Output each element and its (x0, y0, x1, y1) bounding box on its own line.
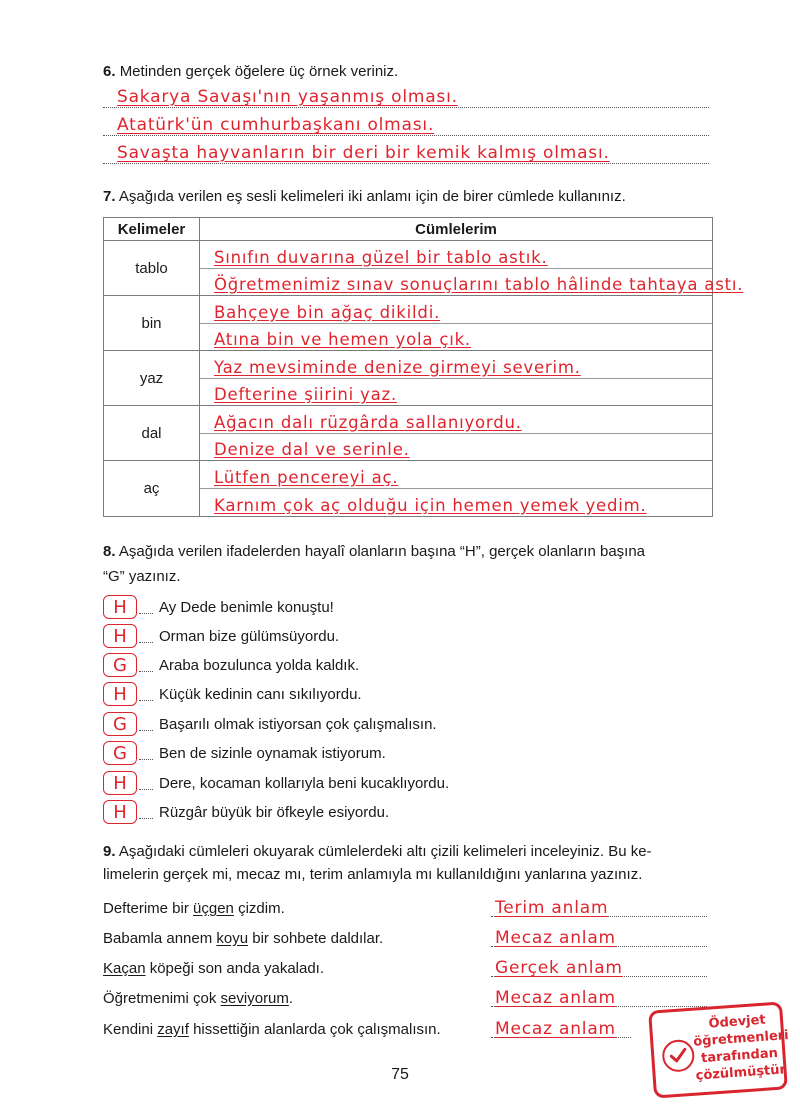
sentence-2: Karnım çok aç olduğu için hemen yemek yedim. (214, 496, 647, 515)
dotted-leader (139, 807, 153, 819)
word-cell: aç (104, 461, 200, 516)
answer-box[interactable]: H (103, 771, 137, 795)
sentence-1: Ağacın dalı rüzgârda sallanıyordu. (214, 412, 522, 432)
sentence-line[interactable] (200, 489, 712, 516)
q9-sentence: Kendini zayıf hissettiğin alanlarda çok çalışmalısın. (103, 1021, 441, 1038)
statement-text: Dere, kocaman kollarıyla beni kucaklıyordu. (159, 774, 450, 792)
sentence-line[interactable] (200, 406, 712, 434)
q6-answer-line-2[interactable] (103, 110, 709, 136)
sentence-1: Bahçeye bin ağaç dikildi. (214, 302, 441, 322)
q9-answer: Mecaz anlam (495, 1019, 616, 1039)
list-item (103, 983, 709, 1009)
statement-text: Rüzgâr büyük bir öfkeyle esiyordu. (159, 803, 390, 821)
q9-title (103, 841, 652, 863)
q9-number: 9. (103, 843, 116, 860)
sentence-1: Yaz mevsiminde denize girmeyi severim. (214, 357, 581, 377)
q6-answer-1: Sakarya Savaşı'nın yaşanmış olması. (117, 87, 458, 107)
word-cell: tablo (104, 241, 200, 295)
q9-answer-line[interactable] (491, 987, 707, 1007)
q6-number: 6. (103, 63, 116, 80)
sentence-line[interactable] (200, 241, 712, 269)
q9-sentence: Kaçan köpeği son anda yakaladı. (103, 960, 325, 977)
answer-box[interactable]: G (103, 712, 137, 736)
sentence-line[interactable] (200, 434, 712, 461)
q9-answer-line[interactable] (491, 957, 707, 977)
word-cell: dal (104, 406, 200, 460)
homonym-table (103, 217, 744, 517)
sentence-line[interactable] (200, 379, 712, 406)
q7-title (103, 186, 626, 208)
sentence-line[interactable] (200, 269, 744, 296)
dotted-leader (139, 719, 153, 731)
answer-box[interactable]: H (103, 682, 137, 706)
list-item (103, 923, 709, 949)
q7-number: 7. (103, 188, 116, 205)
underlined-word: üçgen (193, 900, 234, 917)
dotted-leader (139, 602, 153, 614)
statement-text: Başarılı olmak istiyorsan çok çalışmalısın. (159, 715, 437, 733)
stamp-line-4: çözülmüştür (695, 1062, 787, 1084)
q6-answer-3: Savaşta hayvanların bir deri bir kemik kalmış olması. (117, 143, 610, 163)
dotted-leader (139, 660, 153, 672)
stamp-line-3: tarafından (700, 1045, 779, 1067)
list-item (103, 799, 389, 825)
stamp-line-2: öğretmenleri (692, 1028, 790, 1050)
list-item (103, 681, 362, 707)
header-kelimeler: Kelimeler (104, 218, 200, 240)
underlined-word: Kaçan (103, 960, 146, 977)
answer-box[interactable]: H (103, 624, 137, 648)
q9-answer: Mecaz anlam (495, 988, 616, 1008)
list-item (103, 594, 334, 620)
table-row (104, 406, 712, 461)
stamp-line-1: Ödevjet (708, 1012, 767, 1032)
q9-sentence: Babamla annem koyu bir sohbete daldılar. (103, 930, 384, 947)
sentence-line[interactable] (200, 461, 712, 489)
answer-box[interactable]: G (103, 653, 137, 677)
sentence-1: Sınıfın duvarına güzel bir tablo astık. (214, 247, 548, 267)
q9-answer-line[interactable] (491, 1018, 631, 1038)
answer-box[interactable]: H (103, 800, 137, 824)
q8-number: 8. (103, 543, 116, 560)
table-row (104, 296, 712, 351)
sentence-1: Lütfen pencereyi aç. (214, 468, 399, 487)
list-item (103, 893, 709, 919)
q6-title (103, 61, 398, 83)
q9-answer: Gerçek anlam (495, 958, 623, 978)
q6-answer-line-3[interactable] (103, 138, 709, 164)
dotted-leader (139, 778, 153, 790)
underlined-word: zayıf (157, 1021, 189, 1038)
dotted-leader (139, 689, 153, 701)
table-row (104, 241, 744, 296)
sentence-line[interactable] (200, 296, 712, 324)
sentence-2: Defterine şiirini yaz. (214, 385, 398, 404)
q7-text: Aşağıda verilen eş sesli kelimeleri iki anlamı için de birer cümlede kullanınız. (118, 188, 626, 205)
sentence-line[interactable] (200, 324, 712, 351)
q8-text-line-2: “G” yazınız. (103, 568, 181, 585)
answer-box[interactable]: G (103, 741, 137, 765)
stamp-text (692, 1010, 790, 1084)
header-cumlelerim: Cümlelerim (415, 220, 497, 238)
sentence-line[interactable] (200, 351, 712, 379)
word-cell: yaz (104, 351, 200, 405)
q9-answer-line[interactable] (491, 897, 707, 917)
dotted-leader (139, 748, 153, 760)
statement-text: Araba bozulunca yolda kaldık. (159, 656, 360, 674)
answer-box[interactable]: H (103, 595, 137, 619)
list-item (103, 1014, 709, 1040)
list-item (103, 652, 359, 678)
q9-sentence: Öğretmenimi çok seviyorum. (103, 990, 294, 1007)
list-item (103, 740, 386, 766)
q8-title (103, 541, 645, 563)
statement-text: Orman bize gülümsüyordu. (159, 627, 340, 645)
sentence-2: Denize dal ve serinle. (214, 440, 410, 459)
statement-text: Ay Dede benimle konuştu! (159, 598, 334, 616)
table-header (104, 218, 712, 241)
underlined-word: koyu (216, 930, 249, 947)
q9-text-line-1: Aşağıdaki cümleleri okuyarak cümlelerdeki altı çizili kelimeleri inceleyiniz. Bu ke- (118, 843, 652, 860)
word-cell: bin (104, 296, 200, 350)
list-item (103, 770, 449, 796)
table-row (104, 461, 712, 516)
list-item (103, 711, 437, 737)
solved-stamp (648, 1001, 788, 1098)
sentence-2: Atına bin ve hemen yola çık. (214, 330, 471, 349)
dotted-leader (139, 631, 153, 643)
q6-text: Metinden gerçek öğelere üç örnek veriniz. (119, 63, 399, 80)
q6-answer-2: Atatürk'ün cumhurbaşkanı olması. (117, 115, 435, 135)
q6-answer-line-1[interactable] (103, 82, 709, 108)
q8-text-line-1: Aşağıda verilen ifadelerden hayalî olanların başına “H”, gerçek olanların başına (118, 543, 646, 560)
statement-text: Ben de sizinle oynamak istiyorum. (159, 744, 386, 762)
q9-text-line-2: limelerin gerçek mi, mecaz mı, terim anlamıyla mı kullanıldığını yanlarına yazınız. (103, 866, 643, 883)
list-item (103, 623, 339, 649)
check-icon (661, 1039, 695, 1073)
list-item (103, 953, 709, 979)
underlined-word: seviyorum (220, 990, 289, 1007)
page-number: 75 (391, 1066, 409, 1083)
q9-answer: Mecaz anlam (495, 928, 616, 948)
statement-text: Küçük kedinin canı sıkılıyordu. (159, 685, 362, 703)
sentence-2: Öğretmenimiz sınav sonuçlarını tablo hâlinde tahtaya astı. (214, 275, 744, 294)
q9-answer-line[interactable] (491, 927, 707, 947)
q9-answer: Terim anlam (495, 898, 609, 918)
q9-sentence: Defterime bir üçgen çizdim. (103, 900, 285, 917)
table-row (104, 351, 712, 406)
